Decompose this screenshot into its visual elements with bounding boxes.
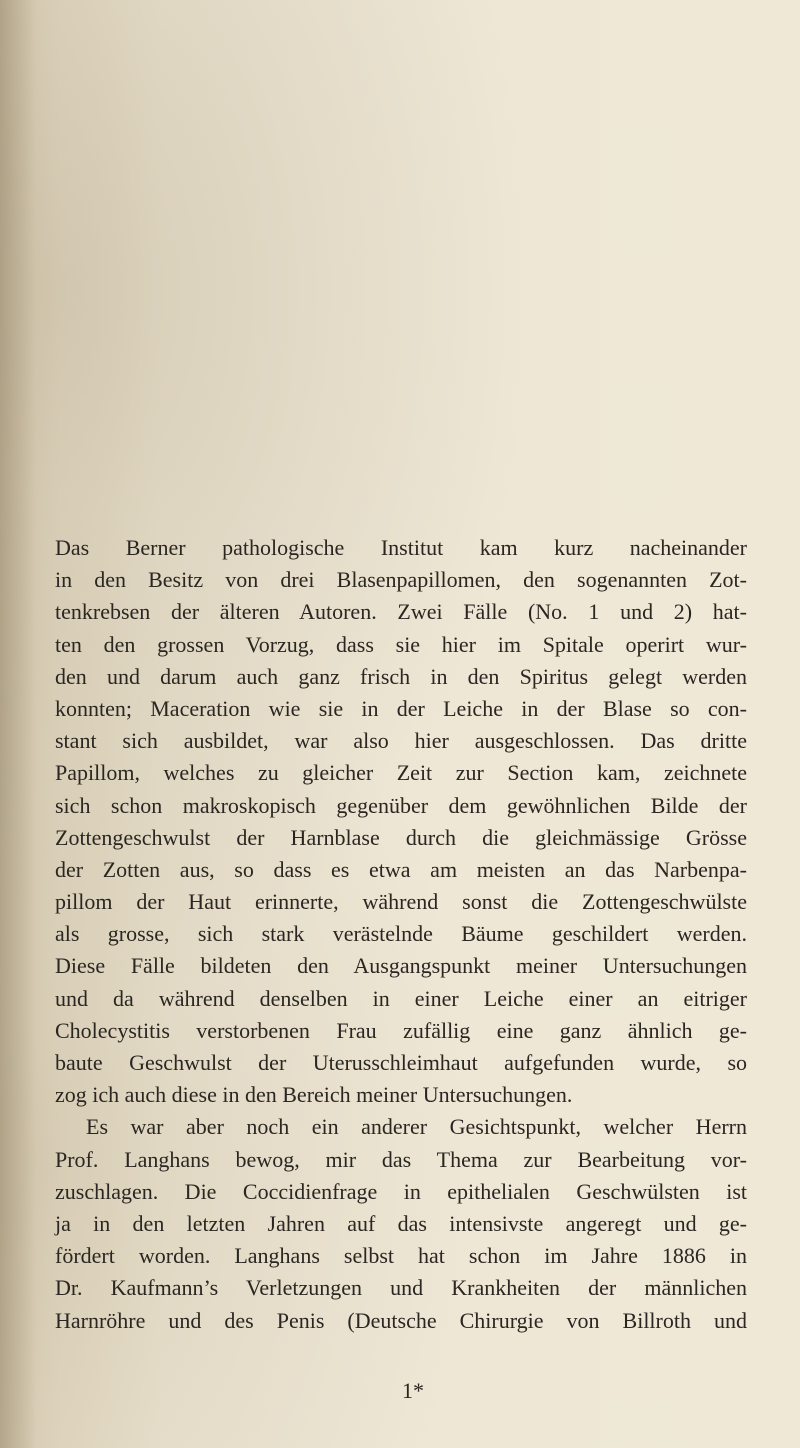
- binding-shadow: [0, 0, 36, 1448]
- page-number: 1*: [402, 1378, 424, 1403]
- text-line: ten den grossen Vorzug, dass sie hier im Spitale operirt wur-: [55, 631, 747, 657]
- text-line: Es war aber noch ein anderer Gesichtspunkt, welcher Herrn: [86, 1114, 747, 1140]
- text-line: Zottengeschwulst der Harnblase durch die gleichmässige Grösse: [55, 824, 747, 850]
- text-line: Diese Fälle bildeten den Ausgangspunkt meiner Untersuchungen: [55, 953, 747, 979]
- text-line: ja in den letzten Jahren auf das intensivste angeregt und ge-: [55, 1210, 747, 1236]
- text-line: sich schon makroskopisch gegenüber dem gewöhnlichen Bilde der: [55, 792, 747, 818]
- text-line: als grosse, sich stark verästelnde Bäume geschildert werden.: [55, 921, 747, 947]
- text-line: in den Besitz von drei Blasenpapillomen, den sogenannten Zot-: [55, 567, 747, 593]
- text-line: Prof. Langhans bewog, mir das Thema zur Bearbeitung vor-: [55, 1146, 747, 1172]
- text-line: konnten; Maceration wie sie in der Leiche in der Blase so con-: [55, 695, 747, 721]
- text-line: baute Geschwulst der Uterusschleimhaut aufgefunden wurde, so: [55, 1050, 747, 1075]
- text-line: zuschlagen. Die Coccidienfrage in epithelialen Geschwülsten ist: [55, 1178, 747, 1204]
- text-line: den und darum auch ganz frisch in den Spiritus gelegt werden: [55, 663, 747, 689]
- text-line: pillom der Haut erinnerte, während sonst die Zottengeschwülste: [55, 889, 747, 915]
- text-line: tenkrebsen der älteren Autoren. Zwei Fälle (No. 1 und 2) hat-: [55, 599, 747, 625]
- text-line: zog ich auch diese in den Bereich meiner Untersuchungen.: [55, 1082, 573, 1108]
- text-line: Das Berner pathologische Institut kam kurz nacheinander: [55, 535, 747, 560]
- text-line: Dr. Kaufmann’s Verletzungen und Krankheiten der männlichen: [55, 1275, 747, 1301]
- text-line: der Zotten aus, so dass es etwa am meisten an das Narbenpa-: [55, 856, 747, 882]
- text-line: Harnröhre und des Penis (Deutsche Chirurgie von Billroth und: [55, 1307, 747, 1333]
- text-line: stant sich ausbildet, war also hier ausgeschlossen. Das dritte: [55, 728, 747, 754]
- text-line: Papillom, welches zu gleicher Zeit zur Section kam, zeichnete: [55, 760, 747, 786]
- text-line: fördert worden. Langhans selbst hat schon im Jahre 1886 in: [55, 1243, 747, 1269]
- text-line: Cholecystitis verstorbenen Frau zufällig eine ganz ähnlich ge-: [55, 1017, 747, 1043]
- body-text: [55, 532, 747, 1337]
- text-line: und da während denselben in einer Leiche einer an eitriger: [55, 985, 747, 1011]
